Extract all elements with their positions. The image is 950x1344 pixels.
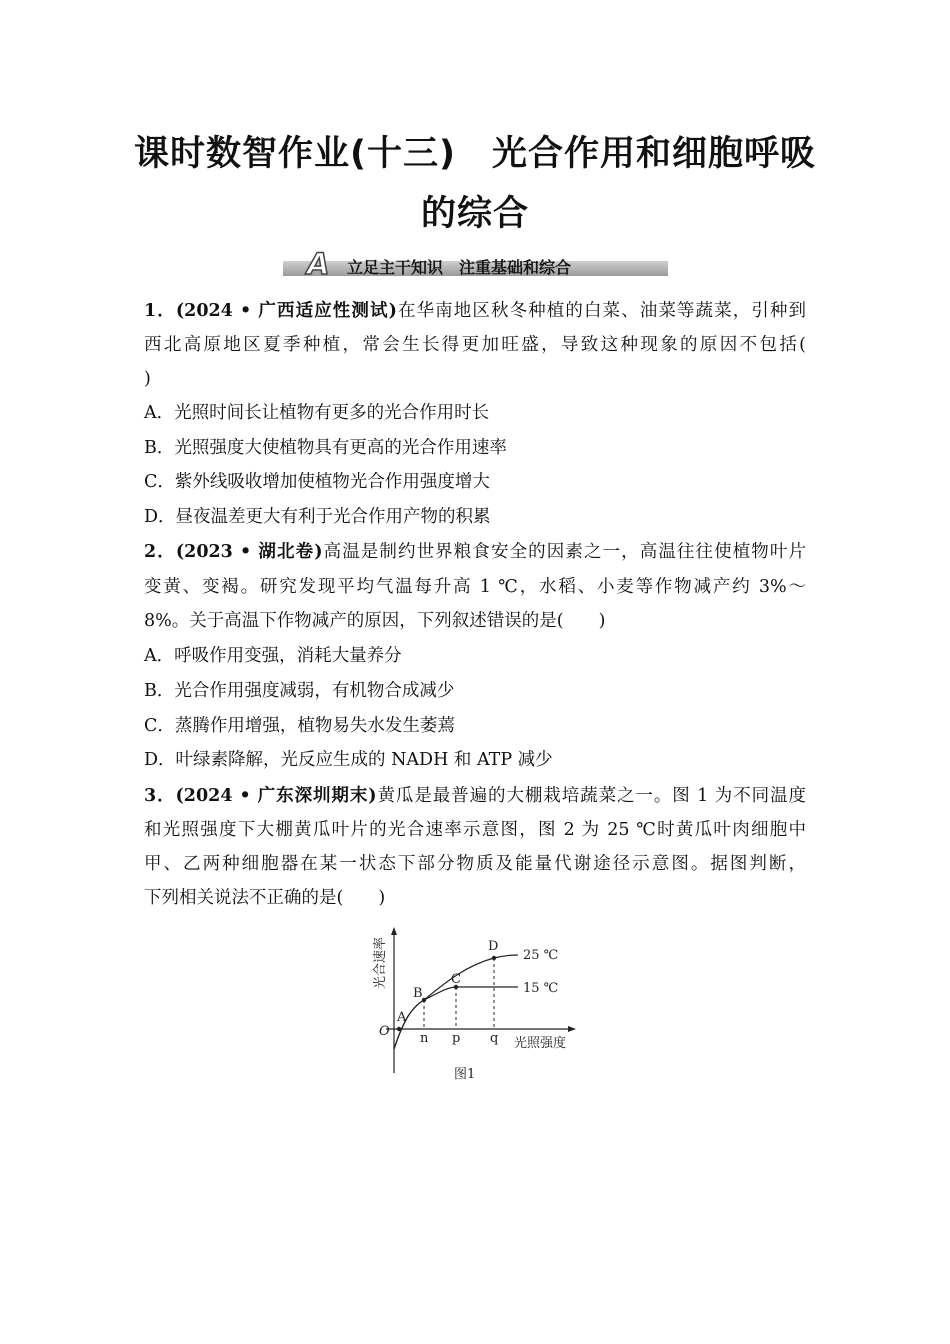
figure-1-graph [368, 925, 583, 1085]
x-tick-q: q [490, 1031, 499, 1046]
q1-source: (2024 • 广西适应性测试) [175, 301, 397, 321]
figure-1 [368, 925, 583, 1085]
q1-line-1 [144, 300, 806, 322]
curve-15c-label: 15 ℃ [523, 981, 559, 996]
q1-number: 1． [144, 301, 176, 321]
origin-label: O [379, 1024, 390, 1039]
q2-line-3: 8%。关于高温下作物减产的原因，下列叙述错误的是( ) [144, 611, 606, 631]
q2-option-a: A．呼吸作用变强，消耗大量养分 [144, 646, 402, 666]
page-title-line-1: 课时数智作业(十三) 光合作用和细胞呼吸 [134, 134, 816, 174]
q3-source: (2024 • 广东深圳期末) [175, 786, 377, 806]
q1-option-a: A．光照时间长让植物有更多的光合作用时长 [144, 403, 490, 423]
section-banner [283, 247, 668, 281]
q1-option-c: C．紫外线吸收增加使植物光合作用强度增大 [144, 472, 490, 492]
q2-line-2: 变黄、变褐。研究发现平均气温每升高 1 ℃，水稻、小麦等作物减产约 3%～ [144, 577, 806, 597]
q3-line-2: 和光照强度下大棚黄瓜叶片的光合速率示意图，图 2 为 25 ℃时黄瓜叶肉细胞中 [144, 820, 806, 840]
section-label: 立足主干知识 注重基础和综合 [347, 258, 572, 277]
q1-text-1: 在华南地区秋冬种植的白菜、油菜等蔬菜，引种到 [396, 301, 807, 321]
curve-25c-label: 25 ℃ [523, 948, 559, 963]
x-tick-p: p [452, 1031, 461, 1046]
point-a-dot [397, 1027, 401, 1031]
point-b-label: B [413, 986, 423, 1001]
q3-line-1 [144, 785, 806, 807]
y-axis-arrow [391, 927, 397, 935]
q2-source: (2023 • 湖北卷) [175, 542, 323, 562]
point-d-dot [492, 956, 496, 960]
q2-option-d: D．叶绿素降解，光反应生成的 NADH 和 ATP 减少 [144, 750, 553, 770]
q3-text-1: 黄瓜是最普遍的大棚栽培蔬菜之一。图 1 为不同温度 [376, 786, 806, 806]
point-a-label: A [397, 1010, 407, 1025]
x-axis-arrow [568, 1026, 576, 1032]
q2-line-1 [144, 541, 806, 563]
q1-option-d: D．昼夜温差更大有利于光合作用产物的积累 [144, 507, 491, 527]
q2-option-b: B．光合作用强度减弱，有机物合成减少 [144, 681, 455, 701]
q1-line-2: 西北高原地区夏季种植，常会生长得更加旺盛，导致这种现象的原因不包括( [144, 335, 806, 355]
q2-option-c: C．蒸腾作用增强，植物易失水发生萎蔫 [144, 716, 455, 736]
x-axis-label: 光照强度 [514, 1036, 567, 1051]
q3-line-3: 甲、乙两种细胞器在某一状态下部分物质及能量代谢途径示意图。据图判断， [144, 854, 806, 874]
page-title-line-2: 的综合 [420, 194, 529, 234]
point-d-label: D [488, 939, 499, 954]
section-mark: A [307, 247, 330, 281]
q3-line-4: 下列相关说法不正确的是( ) [144, 888, 386, 908]
y-axis-label: 光合速率 [373, 936, 388, 989]
q1-option-b: B．光照强度大使植物具有更高的光合作用速率 [144, 438, 507, 458]
x-tick-n: n [420, 1031, 429, 1046]
q3-number: 3． [144, 786, 176, 806]
point-c-label: C [451, 972, 461, 987]
q2-number: 2． [144, 542, 176, 562]
q2-text-1: 高温是制约世界粮食安全的因素之一，高温往往使植物叶片 [322, 542, 806, 562]
q1-line-3: ) [144, 369, 151, 389]
figure-caption: 图1 [454, 1067, 476, 1082]
